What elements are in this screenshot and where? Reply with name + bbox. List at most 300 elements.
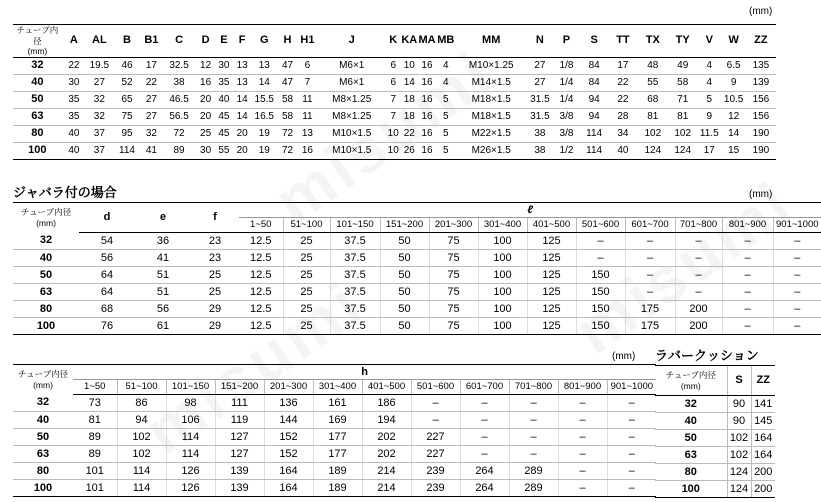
bellows-table [13,202,821,335]
table-cell: 29 [191,301,239,318]
table-cell: 7 [386,108,400,125]
table-cell: 200 [675,318,722,335]
table-cell: 100 [478,301,527,318]
table-cell: 41 [141,142,161,159]
table-cell: 14 [233,108,251,125]
table-cell: 124 [668,142,697,159]
table-cell: 46 [113,57,142,74]
table-cell: 40 [62,142,86,159]
table-cell: 125 [527,233,576,250]
table-cell: 37.5 [330,250,380,267]
bore-header: チューブ内径 (mm) [13,25,62,58]
table-cell: 12.5 [239,233,283,250]
table-cell: 114 [166,429,215,446]
table-cell: 48 [637,57,668,74]
table-cell: 114 [166,446,215,463]
table-cell: 5 [436,91,456,108]
range-header: 801~900 [558,380,607,395]
column-header: C [161,25,196,58]
table-cell: 32.5 [161,57,196,74]
bore-size: 40 [13,250,79,267]
table-cell: 150 [576,284,625,301]
table-cell: 126 [166,480,215,497]
table-cell: – [607,446,656,463]
table-cell: 114 [113,142,142,159]
table-header-row [13,25,776,58]
table-cell: 54 [79,233,135,250]
table-cell: 126 [166,463,215,480]
range-header: 601~700 [625,218,675,233]
table-cell: 16 [418,74,436,91]
column-header: MA [418,25,436,58]
table-cell: 32 [141,125,161,142]
table-cell: 37 [86,142,113,159]
column-header: ZZ [751,366,775,396]
table-cell: 125 [527,318,576,335]
table-cell: – [576,233,625,250]
table-cell: 1/4 [553,91,580,108]
table-row [13,429,656,446]
range-header: 151~200 [380,218,429,233]
bore-size: 40 [13,412,73,429]
table-row [13,463,656,480]
table-cell: 64 [79,284,135,301]
table-cell: 119 [215,412,264,429]
table-cell: 200 [751,481,775,498]
table-cell: 47 [278,57,298,74]
table-cell: 190 [746,125,776,142]
column-header: f [191,203,239,233]
table-row [13,318,821,335]
range-header: 201~300 [429,218,478,233]
table-row [13,267,821,284]
range-header: 601~700 [460,380,509,395]
table-cell: 50 [380,284,429,301]
table-cell: 10.5 [721,91,745,108]
table-cell: – [773,284,821,301]
table-row [655,413,775,430]
table-cell: 38 [161,74,196,91]
table-row [13,395,656,412]
bore-size: 100 [13,480,73,497]
table-cell: 150 [576,267,625,284]
table-cell: 27 [141,91,161,108]
table-cell: 25 [283,318,330,335]
table-cell: 135 [746,57,776,74]
table-cell: 127 [215,446,264,463]
column-header: ZZ [746,25,776,58]
table-cell: 37.5 [330,318,380,335]
table-cell: – [722,233,773,250]
table-header-row [13,365,656,380]
table-cell: 125 [527,250,576,267]
bore-size: 50 [13,267,79,284]
table-cell: 289 [509,463,558,480]
table-cell: 12 [721,108,745,125]
table-cell: 152 [264,429,313,446]
table-row [13,412,656,429]
table-cell: 90 [727,413,751,430]
bore-size: 100 [655,481,727,498]
range-header: 1~50 [239,218,283,233]
table-row [655,464,775,481]
bore-size: 40 [655,413,727,430]
table-cell: 106 [166,412,215,429]
column-header: K [386,25,400,58]
table-cell: 164 [264,463,313,480]
table-row [13,91,776,108]
unit-label: (mm) [612,351,636,362]
table-cell: 47 [278,74,298,91]
table-row [13,284,821,301]
table-cell: 22 [609,74,638,91]
table-cell: 75 [429,267,478,284]
column-header: F [233,25,251,58]
table-cell: 81 [637,108,668,125]
table-cell: – [722,250,773,267]
table-cell: 23 [191,250,239,267]
table-cell: 50 [380,250,429,267]
table-cell: 1/8 [553,57,580,74]
table-cell: 86 [117,395,166,412]
table-cell: 20 [233,125,251,142]
unit-label: (mm) [749,6,773,17]
column-header: MB [436,25,456,58]
table-cell: 46.5 [161,91,196,108]
h-table [13,364,656,497]
range-header: 701~800 [509,380,558,395]
column-header: V [697,25,721,58]
range-header: 301~400 [313,380,362,395]
column-header: E [214,25,233,58]
table-cell: 189 [313,463,362,480]
table-cell: 27 [527,57,554,74]
table-cell: 177 [313,446,362,463]
table-cell: 32 [86,108,113,125]
table-cell: – [509,412,558,429]
table-cell: 25 [283,267,330,284]
table-cell: – [607,412,656,429]
table-cell: 17 [609,57,638,74]
rubber-cushion-table [655,365,775,498]
table-cell: 227 [411,429,460,446]
table-cell: 27 [527,74,554,91]
table-cell: – [411,412,460,429]
table-cell: – [607,480,656,497]
table-cell: 17 [697,142,721,159]
table-cell: 38 [527,125,554,142]
bore-header: チューブ内径 (mm) [13,203,79,233]
table-cell: M6×1 [317,57,386,74]
table-cell: 58 [278,108,298,125]
column-header: TY [668,25,697,58]
table-cell: 89 [73,429,117,446]
table-cell: 169 [313,412,362,429]
table-cell: 141 [751,396,775,413]
table-cell: 190 [746,142,776,159]
table-cell: 6 [297,57,317,74]
column-header: KA [400,25,418,58]
table-cell: 11.5 [697,125,721,142]
table-cell: – [773,250,821,267]
table-cell: 75 [429,233,478,250]
table-cell: 264 [460,463,509,480]
table-cell: 102 [117,446,166,463]
table-cell: 38 [527,142,554,159]
range-header: 501~600 [576,218,625,233]
table-cell: 6 [386,74,400,91]
table-cell: – [773,301,821,318]
table-cell: 6 [386,57,400,74]
column-header: H [278,25,298,58]
table-cell: 45 [214,108,233,125]
table-cell: 50 [380,301,429,318]
table-cell: 144 [264,412,313,429]
table-cell: – [460,395,509,412]
table-cell: – [607,395,656,412]
table-cell: 10 [386,142,400,159]
table-cell: M18×1.5 [456,108,527,125]
table-cell: 89 [73,446,117,463]
table-cell: 22 [141,74,161,91]
column-header: S [727,366,751,396]
table-cell: 4 [697,74,721,91]
table-cell: – [773,318,821,335]
table-cell: 45 [214,125,233,142]
bore-size: 80 [655,464,727,481]
table-cell: 25 [283,233,330,250]
table-cell: 12.5 [239,301,283,318]
table-row [13,108,776,125]
table-cell: 32 [86,91,113,108]
table-cell: 34 [609,125,638,142]
table-cell: 36 [135,233,191,250]
table-cell: 35 [214,74,233,91]
range-header: 801~900 [722,218,773,233]
table-row [13,57,776,74]
table-cell: 25 [197,125,215,142]
table-cell: 20 [233,142,251,159]
table-cell: 20 [197,91,215,108]
table-cell: 139 [215,463,264,480]
table-cell: M22×1.5 [456,125,527,142]
table-cell: 156 [746,108,776,125]
bore-size: 32 [655,396,727,413]
table-cell: 12.5 [239,318,283,335]
table-cell: 22 [62,57,86,74]
bore-size: 32 [13,233,79,250]
table-cell: 90 [727,396,751,413]
table-cell: 102 [637,125,668,142]
table-cell: 56 [79,250,135,267]
table-cell: 13 [297,125,317,142]
table-cell: 35 [62,108,86,125]
table-cell: 16 [418,108,436,125]
table-cell: 4 [697,57,721,74]
table-cell: 177 [313,429,362,446]
table-cell: M14×1.5 [456,74,527,91]
unit-label: (mm) [749,189,773,200]
table-cell: 51 [135,284,191,301]
table-cell: 150 [576,318,625,335]
table-cell: – [722,267,773,284]
group-header-l: ℓ [239,203,821,218]
table-cell: – [773,267,821,284]
table-cell: 68 [79,301,135,318]
table-cell: 50 [380,233,429,250]
table-cell: 100 [478,233,527,250]
table-cell: – [558,412,607,429]
table-cell: 202 [362,429,411,446]
table-cell: 58 [278,91,298,108]
table-cell: 1/4 [553,74,580,91]
table-cell: 1/2 [553,142,580,159]
table-cell: 102 [727,430,751,447]
table-cell: 55 [637,74,668,91]
table-cell: 3/8 [553,125,580,142]
column-header: S [580,25,609,58]
table-cell: – [625,284,675,301]
table-cell: 202 [362,446,411,463]
table-cell: 227 [411,446,460,463]
table-cell: 50 [380,318,429,335]
table-cell: 41 [135,250,191,267]
table-cell: 56.5 [161,108,196,125]
table-cell: 31.5 [527,91,554,108]
table-cell: 125 [527,301,576,318]
table-row [655,430,775,447]
bore-size: 63 [13,108,62,125]
table-cell: 102 [117,429,166,446]
table-cell: 30 [214,57,233,74]
table-cell: 164 [751,447,775,464]
table-cell: 35 [62,91,86,108]
table-cell: 156 [746,91,776,108]
table-cell: 84 [580,74,609,91]
table-cell: 264 [460,480,509,497]
table-cell: – [509,429,558,446]
table-cell: 98 [166,395,215,412]
table-cell: 11 [297,91,317,108]
table-cell: 18 [400,91,418,108]
table-cell: 58 [668,74,697,91]
bore-size: 32 [13,57,62,74]
table-cell: 14 [233,91,251,108]
table-cell: 175 [625,301,675,318]
table-cell: – [411,395,460,412]
table-cell: – [722,284,773,301]
column-header: AL [86,25,113,58]
table-cell: – [460,412,509,429]
table-cell: 189 [313,480,362,497]
table-cell: 4 [436,57,456,74]
table-cell: – [509,395,558,412]
table-cell: M26×1.5 [456,142,527,159]
table-row [13,74,776,91]
table-cell: 18 [400,108,418,125]
table-cell: – [675,250,722,267]
bore-size: 63 [13,446,73,463]
table-cell: 61 [135,318,191,335]
table-cell: 94 [580,108,609,125]
column-header: e [135,203,191,233]
bore-size: 100 [13,318,79,335]
column-header: D [197,25,215,58]
table-cell: M18×1.5 [456,91,527,108]
table-cell: 55 [214,142,233,159]
table-cell: 194 [362,412,411,429]
column-header: H1 [297,25,317,58]
table-row [13,480,656,497]
table-cell: 19.5 [86,57,113,74]
section-title-bellows: ジャバラ付の場合 [13,185,117,200]
bore-size: 63 [13,284,79,301]
dimensions-table [13,24,776,160]
table-cell: 100 [478,318,527,335]
table-cell: 150 [576,301,625,318]
table-cell: 29 [191,318,239,335]
range-header: 301~400 [478,218,527,233]
table-cell: – [576,250,625,267]
table-row [13,250,821,267]
table-cell: 200 [675,301,722,318]
table-cell: 114 [117,463,166,480]
table-cell: M10×1.5 [317,142,386,159]
table-cell: 200 [751,464,775,481]
table-cell: 65 [113,91,142,108]
range-header: 201~300 [264,380,313,395]
column-header: P [553,25,580,58]
table-row [13,301,821,318]
column-header: J [317,25,386,58]
table-cell: 139 [746,74,776,91]
table-cell: 102 [727,447,751,464]
table-cell: 114 [117,480,166,497]
table-row [13,142,776,159]
table-cell: 289 [509,480,558,497]
table-row [655,481,775,498]
table-cell: 75 [429,284,478,301]
table-cell: 145 [751,413,775,430]
table-cell: – [558,395,607,412]
table-header-row [655,366,775,396]
range-header: 901~1000 [773,218,821,233]
table-cell: – [625,233,675,250]
table-cell: 16.5 [251,108,278,125]
table-cell: – [722,318,773,335]
bore-header: チューブ内径 (mm) [13,365,73,395]
table-cell: 7 [297,74,317,91]
table-cell: 152 [264,446,313,463]
table-header-row [13,203,821,218]
table-cell: 100 [478,284,527,301]
table-cell: 89 [161,142,196,159]
range-header: 701~800 [675,218,722,233]
column-header: B1 [141,25,161,58]
table-cell: 27 [86,74,113,91]
table-cell: 125 [527,267,576,284]
table-cell: 10 [386,125,400,142]
table-cell: – [675,284,722,301]
range-header: 101~150 [330,218,380,233]
table-cell: 75 [429,301,478,318]
range-header: 51~100 [117,380,166,395]
table-cell: 30 [62,74,86,91]
range-header-row [13,380,656,395]
table-cell: 25 [283,250,330,267]
table-cell: 101 [73,480,117,497]
table-cell: 13 [251,57,278,74]
